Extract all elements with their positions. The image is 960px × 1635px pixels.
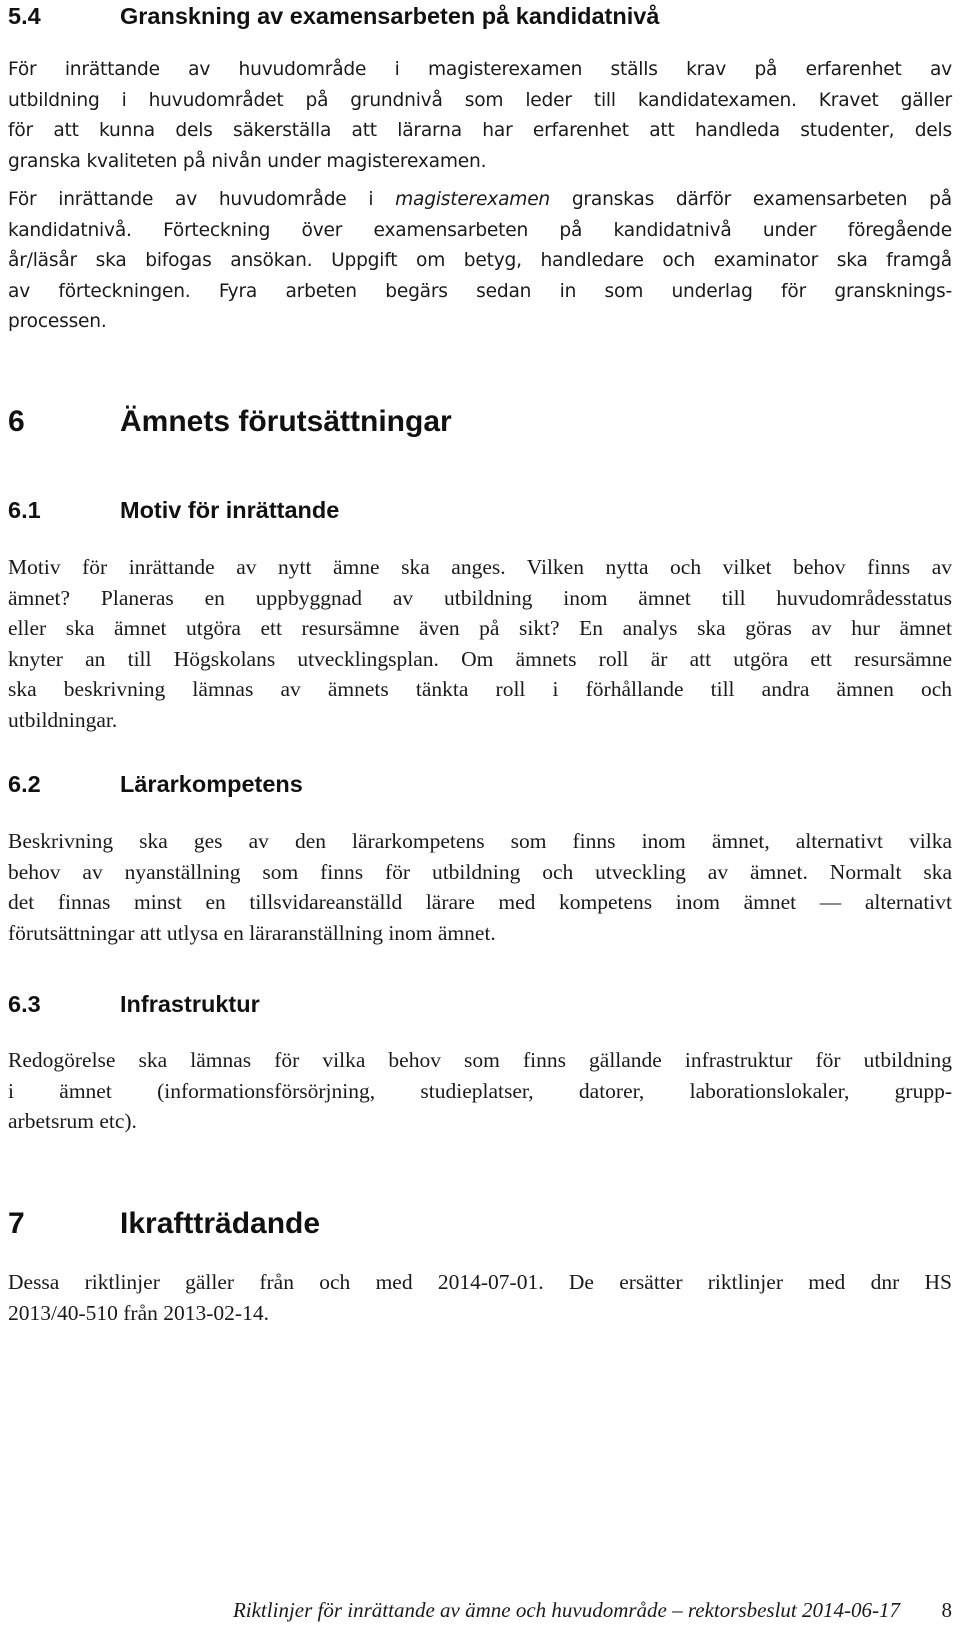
text-line: utbildning i huvudområdet på grundnivå som leder till kandidatexamen. Kravet gäller [8, 89, 952, 111]
text-run: För inrättande av huvudområde i [8, 189, 396, 210]
text-line: år/läsår ska bifogas ansökan. Uppgift om betyg, handledare och examinator ska framgå [8, 250, 952, 271]
section-heading-6-1 [8, 496, 339, 524]
text-line: arbetsrum etc). [8, 1109, 137, 1133]
text-line [8, 185, 952, 216]
text-line: för att kunna dels säkerställa att lärarna har erfarenhet att handleda studenter, dels [8, 120, 952, 141]
text-line: det finnas minst en tillsvidareanställd lärare med kompetens inom ämnet — alternativt [8, 890, 952, 914]
paragraph-5-4-2 [8, 185, 952, 338]
text-line: 2013/40-510 från 2013-02-14. [8, 1300, 269, 1325]
section-title: Motiv för inrättande [120, 497, 340, 523]
text-line: kandidatnivå. Förteckning över examensarbeten på kandidatnivå under föregående [8, 219, 952, 241]
text-line: processen. [8, 311, 107, 332]
paragraph-6-1 [8, 552, 952, 735]
section-title: Infrastruktur [120, 991, 260, 1017]
section-number: 5.4 [8, 3, 41, 29]
page-number: 8 [941, 1598, 952, 1622]
section-heading-6-3 [8, 990, 260, 1018]
section-title: Ikraftträdande [120, 1207, 321, 1240]
section-heading-6-2 [8, 770, 303, 798]
section-number: 6.3 [8, 991, 41, 1017]
section-title: Ämnets förutsättningar [120, 405, 452, 438]
page-footer [0, 1598, 960, 1628]
text-line: ska beskrivning lämnas av ämnets tänkta roll i förhållande till andra ämnen och [8, 677, 952, 701]
text-line: behov av nyanställning som finns för utbildning och utveckling av ämnet. Normalt ska [8, 859, 952, 884]
text-line: granska kvaliteten på nivån under magisterexamen. [8, 150, 487, 172]
text-run: granskas därför examensarbeten på [550, 189, 952, 210]
text-line: Redogörelse ska lämnas för vilka behov som finns gällande infrastruktur för utbildning [8, 1048, 952, 1072]
text-line: knyter an till Högskolans utvecklingsplan. Om ämnets roll är att utgöra ett resursämne [8, 646, 952, 671]
paragraph-7 [8, 1267, 952, 1328]
text-line: utbildningar. [8, 707, 118, 732]
text-line: Beskrivning ska ges av den lärarkompetens som finns inom ämnet, alternativt vilka [8, 829, 952, 853]
text-line: ämnet? Planeras en uppbyggnad av utbildning inom ämnet till huvudområdesstatus [8, 585, 952, 610]
section-number: 7 [8, 1207, 25, 1240]
section-title: Granskning av examensarbeten på kandidatnivå [120, 3, 660, 29]
emphasis-magisterexamen: magisterexamen [395, 189, 551, 210]
section-title: Lärarkompetens [120, 771, 303, 797]
section-number: 6 [8, 405, 25, 438]
section-heading-6 [8, 404, 452, 440]
footer-text: Riktlinjer för inrättande av ämne och huvudområde – rektorsbeslut 2014-06-17 [232, 1598, 900, 1622]
paragraph-6-3 [8, 1045, 952, 1137]
text-line: förutsättningar att utlysa en läraranställning inom ämnet. [8, 920, 496, 945]
paragraph-6-2 [8, 826, 952, 948]
text-line: eller ska ämnet utgöra ett resursämne även på sikt? En analys ska göras av hur ämnet [8, 616, 952, 640]
paragraph-5-4-1 [8, 55, 952, 177]
text-line: Motiv för inrättande av nytt ämne ska anges. Vilken nytta och vilket behov finns av [8, 555, 952, 579]
text-line: i ämnet (informationsförsörjning, studieplatser, datorer, laborationslokaler, grupp- [8, 1078, 952, 1103]
text-line: av förteckningen. Fyra arbeten begärs sedan in som underlag för gransknings- [8, 280, 952, 302]
section-heading-5-4 [8, 2, 659, 30]
section-number: 6.2 [8, 771, 41, 797]
section-heading-7 [8, 1206, 320, 1242]
text-line: Dessa riktlinjer gäller från och med 2014-07-01. De ersätter riktlinjer med dnr HS [8, 1270, 952, 1294]
text-line: För inrättande av huvudområde i magisterexamen ställs krav på erfarenhet av [8, 59, 952, 80]
section-number: 6.1 [8, 497, 41, 523]
